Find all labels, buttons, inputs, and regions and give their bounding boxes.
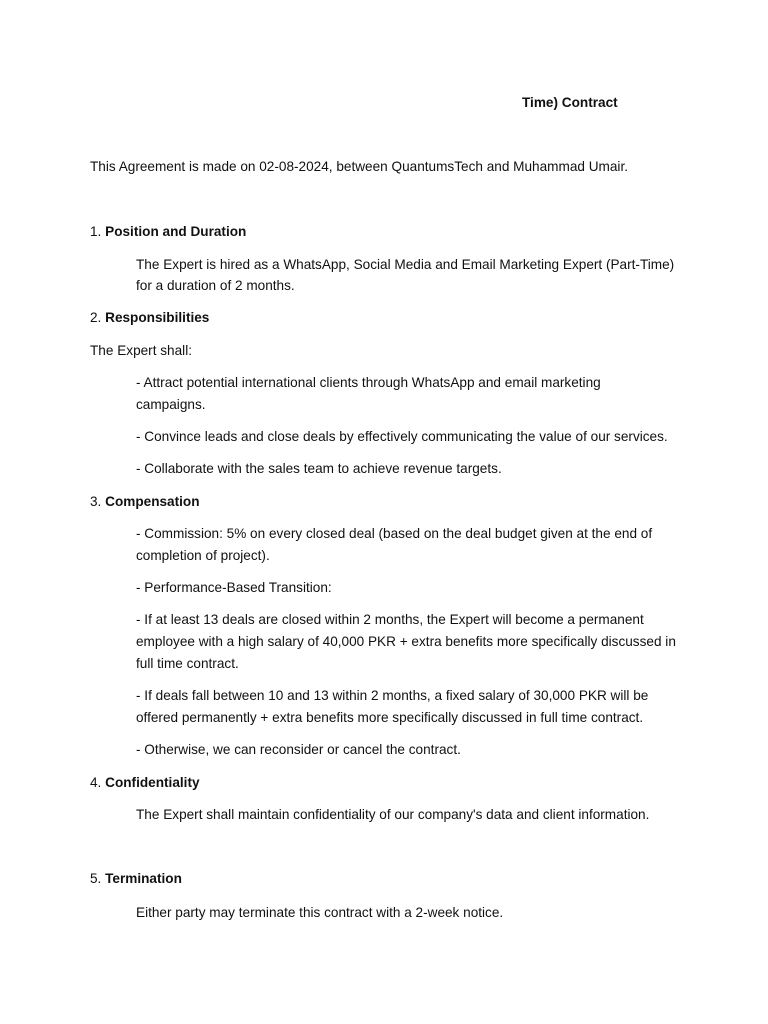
section-title: Confidentiality (105, 775, 200, 790)
list-item-line: - Convince leads and close deals by effectively communicating the value of our services. (136, 429, 668, 444)
paragraph-line: Either party may terminate this contract with a 2-week notice. (136, 905, 504, 920)
section-number: 1. (90, 224, 102, 239)
section-title: Compensation (105, 494, 200, 509)
section-heading-position (90, 223, 246, 241)
document-title: Time) Contract (522, 95, 618, 110)
list-item-line: full time contract. (136, 656, 239, 671)
list-item-line: - Commission: 5% on every closed deal (based on the deal budget given at the end of (136, 526, 653, 541)
list-item-line: offered permanently + extra benefits more specifically discussed in full time contract. (136, 710, 644, 725)
list-item-line: employee with a high salary of 40,000 PKR + extra benefits more specifically discussed in (136, 634, 676, 649)
list-item-line: campaigns. (136, 397, 206, 412)
section-number: 5. (90, 871, 102, 886)
section-title: Termination (105, 871, 182, 886)
section-title: Responsibilities (105, 310, 210, 325)
section-heading-compensation (90, 493, 200, 511)
list-item-line: completion of project). (136, 548, 270, 563)
list-item-line: - Performance-Based Transition: (136, 580, 332, 595)
list-item-line: - If deals fall between 10 and 13 within 2 months, a fixed salary of 30,000 PKR will be (136, 688, 649, 703)
section-number: 4. (90, 775, 102, 790)
list-item-line: - Otherwise, we can reconsider or cancel the contract. (136, 742, 461, 757)
section-title: Position and Duration (105, 224, 247, 239)
list-item-line: - Attract potential international clients through WhatsApp and email marketing (136, 375, 601, 390)
section-heading-confidentiality (90, 774, 200, 792)
paragraph-line: The Expert shall maintain confidentiality of our company's data and client information. (136, 807, 650, 822)
section-number: 3. (90, 494, 102, 509)
list-item-line: - If at least 13 deals are closed within 2 months, the Expert will become a permanent (136, 612, 644, 627)
paragraph-line: The Expert is hired as a WhatsApp, Social Media and Email Marketing Expert (Part-Time) (136, 257, 675, 272)
list-item-line: - Collaborate with the sales team to achieve revenue targets. (136, 461, 502, 476)
section-heading-responsibilities (90, 309, 209, 327)
section-number: 2. (90, 310, 102, 325)
paragraph-line: for a duration of 2 months. (136, 278, 295, 293)
intro-paragraph: This Agreement is made on 02-08-2024, between QuantumsTech and Muhammad Umair. (90, 159, 628, 174)
section-heading-termination (90, 870, 182, 888)
responsibilities-lead: The Expert shall: (90, 343, 192, 358)
